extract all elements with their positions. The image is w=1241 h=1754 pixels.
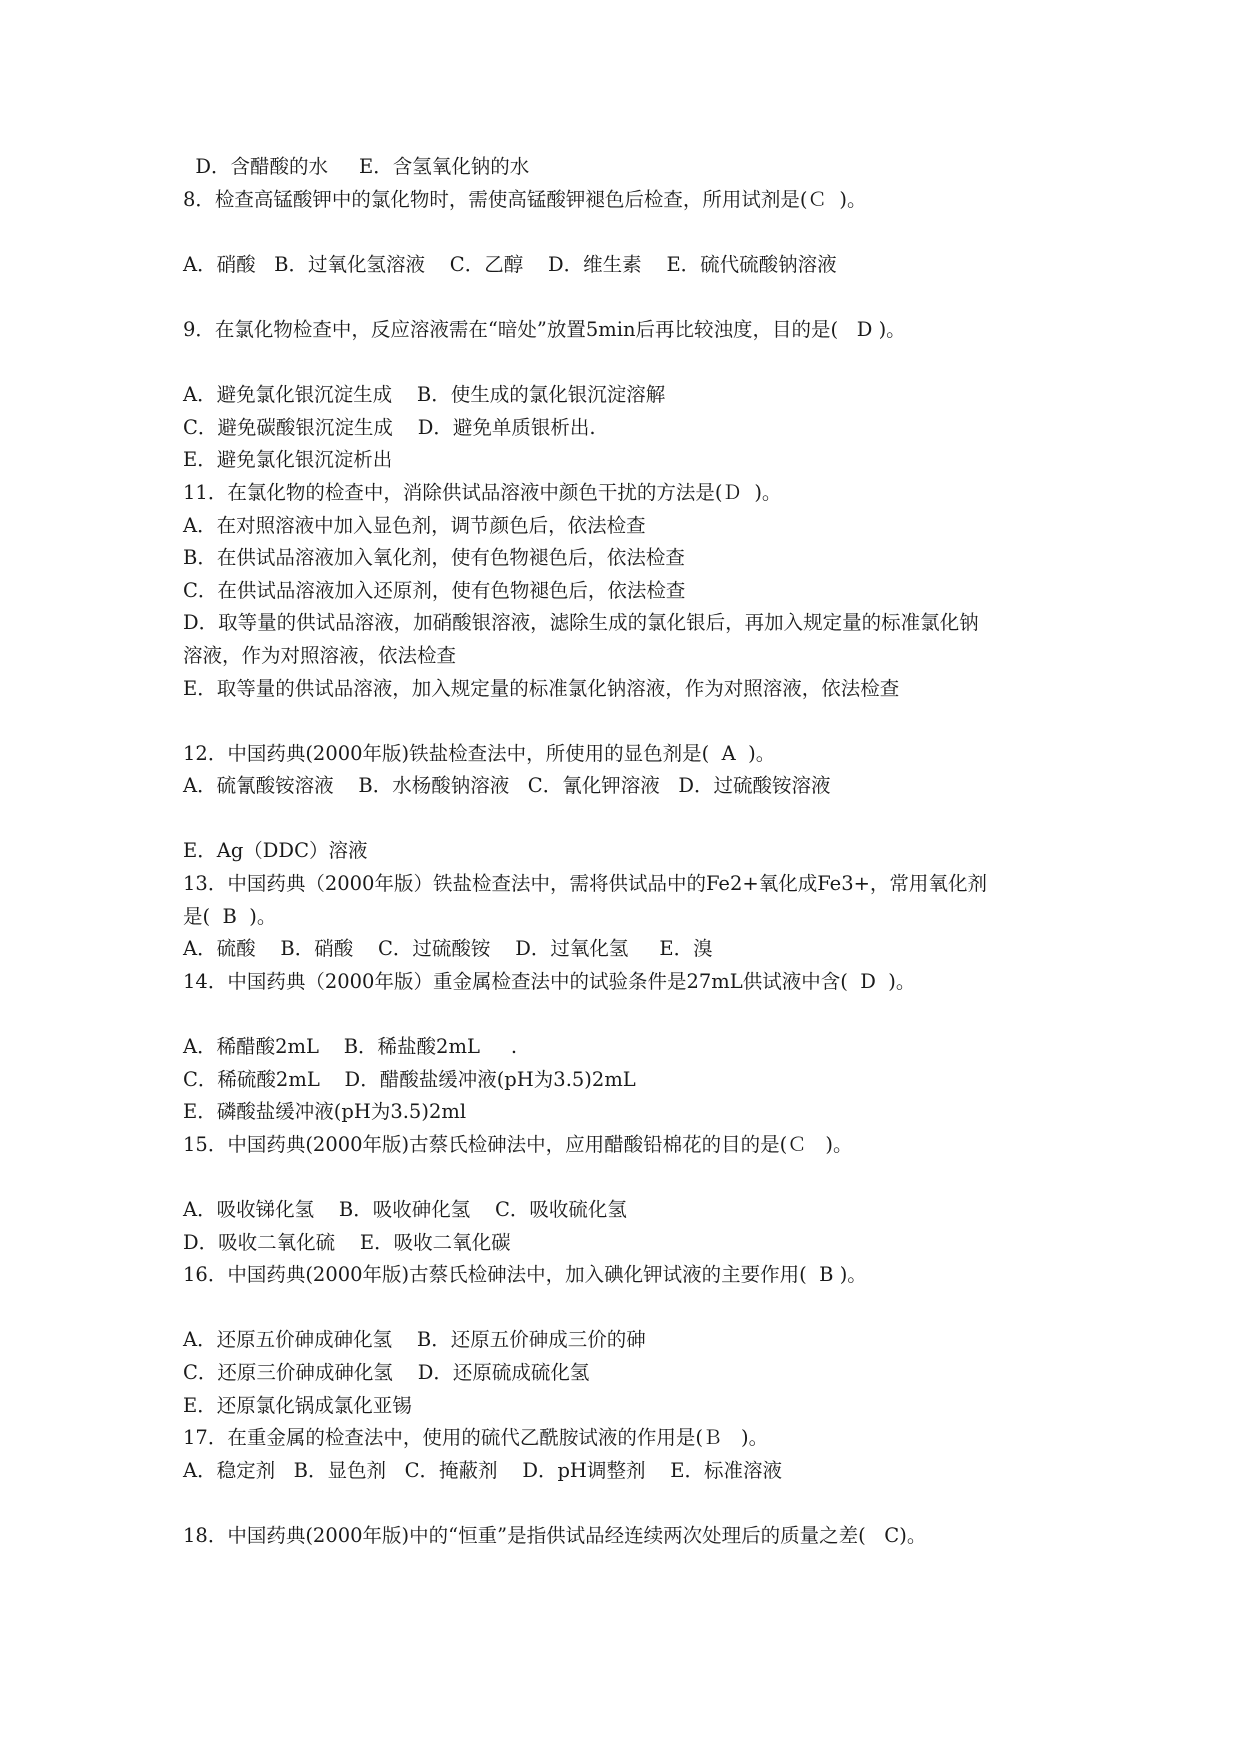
options-9-e: E．避免氯化银沉淀析出: [183, 448, 393, 472]
question-17: 17．在重金属的检查法中，使用的硫代乙酰胺试液的作用是(Ｂ )。: [183, 1426, 769, 1450]
question-15: 15．中国药典(2000年版)古蔡氏检砷法中，应用醋酸铅棉花的目的是(Ｃ )。: [183, 1132, 853, 1156]
option-11-a: A．在对照溶液中加入显色剂，调节颜色后，依法检查: [183, 513, 646, 537]
blank-line: [183, 1292, 1083, 1325]
question-11: 11．在氯化物的检查中，消除供试品溶液中颜色干扰的方法是(Ｄ )。: [183, 480, 782, 504]
options-16-cd: C．还原三价砷成砷化氢 D．还原硫成硫化氢: [183, 1360, 590, 1384]
options-12: A．硫氰酸铵溶液 B．水杨酸钠溶液 C．氰化钾溶液 D．过硫酸铵溶液: [183, 774, 831, 798]
blank-line: [183, 705, 1083, 738]
option-11-c: C．在供试品溶液加入还原剂，使有色物褪色后，依法检查: [183, 578, 686, 602]
options-13: A．硫酸 B．硝酸 C．过硫酸铵 D．过氧化氢 E．溴: [183, 937, 713, 961]
document-body: [183, 151, 1083, 1553]
options-8: A．硝酸 B．过氧化氢溶液 C．乙醇 D．维生素 E．硫代硫酸钠溶液: [183, 252, 837, 276]
blank-line: [183, 998, 1083, 1031]
option-16-e: E．还原氯化锅成氯化亚锡: [183, 1393, 412, 1417]
question-14: 14．中国药典（2000年版）重金属检查法中的试验条件是27mL供试液中含( D )。: [183, 969, 916, 993]
option-11-e: E．取等量的供试品溶液，加入规定量的标准氯化钠溶液，作为对照溶液，依法检查: [183, 676, 900, 700]
text-line: D．含醋酸的水 E．含氢氧化钠的水: [183, 155, 530, 178]
question-8: 8．检查高锰酸钾中的氯化物时，需使高锰酸钾褪色后检查，所用试剂是(Ｃ )。: [183, 187, 867, 211]
options-15-abc: A．吸收锑化氢 B．吸收砷化氢 C．吸收硫化氢: [183, 1198, 627, 1221]
question-16: 16．中国药典(2000年版)古蔡氏检砷法中，加入碘化钾试液的主要作用( B )。: [183, 1263, 867, 1287]
blank-line: [183, 1487, 1083, 1520]
question-12: 12．中国药典(2000年版)铁盐检查法中，所使用的显色剂是( A )。: [183, 741, 776, 765]
option-12-e: E．Ag（DDC）溶液: [183, 839, 368, 863]
options-9-ab: A．避免氯化银沉淀生成 B．使生成的氯化银沉淀溶解: [183, 383, 666, 407]
options-15-de: D．吸收二氧化硫 E．吸收二氧化碳: [183, 1230, 511, 1254]
options-16-ab: A．还原五价砷成砷化氢 B．还原五价砷成三价的砷: [183, 1328, 646, 1352]
option-14-e: E．磷酸盐缓冲液(pH为3.5)2ml: [183, 1100, 467, 1124]
blank-line: [183, 803, 1083, 836]
options-17: A．稳定剂 B．显色剂 C．掩蔽剂 D．pH调整剂 E．标准溶液: [183, 1458, 782, 1482]
options-14-cd: C．稀硫酸2mL D．醋酸盐缓冲液(pH为3.5)2mL: [183, 1067, 636, 1091]
question-13-cont: 是( B )。: [183, 904, 277, 928]
question-18: 18．中国药典(2000年版)中的“恒重”是指供试品经连续两次处理后的质量之差( C)。: [183, 1523, 927, 1547]
question-9: 9．在氯化物检查中，反应溶液需在“暗处”放置5min后再比较浊度，目的是( D )。: [183, 317, 906, 341]
options-9-cd: C．避免碳酸银沉淀生成 D．避免单质银析出.: [183, 415, 596, 439]
option-11-b: B．在供试品溶液加入氧化剂，使有色物褪色后，依法检查: [183, 546, 685, 570]
blank-line: [183, 1161, 1083, 1194]
options-14-ab: A．稀醋酸2mL B．稀盐酸2mL .: [183, 1035, 518, 1059]
blank-line: [183, 347, 1083, 380]
blank-line: [183, 281, 1083, 314]
blank-line: [183, 216, 1083, 249]
question-13: 13．中国药典（2000年版）铁盐检查法中，需将供试品中的Fe2+氧化成Fe3+，常用氧化剂: [183, 872, 987, 896]
option-11-d: D．取等量的供试品溶液，加硝酸银溶液，滤除生成的氯化银后，再加入规定量的标准氯化钠: [183, 611, 979, 635]
option-11-d-cont: 溶液，作为对照溶液，依法检查: [183, 643, 457, 667]
